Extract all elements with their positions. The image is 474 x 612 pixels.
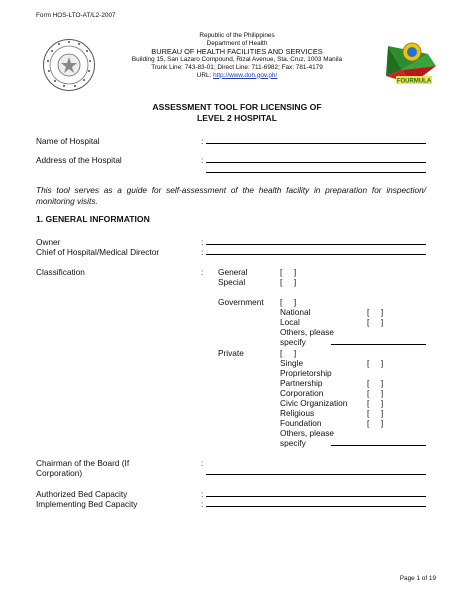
name-of-hospital-label: Name of Hospital (36, 136, 100, 146)
general-checkbox[interactable]: [ ] (280, 267, 297, 277)
address-line-1[interactable] (206, 162, 426, 163)
local-checkbox[interactable]: [ ] (367, 317, 384, 327)
owner-label: Owner (36, 237, 61, 247)
corporation-label: Corporation (280, 388, 324, 398)
chairman-label (36, 458, 129, 478)
single-proprietorship-checkbox[interactable]: [ ] (367, 358, 384, 368)
chairman-label-line-1: Chairman of the Board (If (36, 458, 130, 468)
colon: : (201, 247, 204, 257)
private-checkbox[interactable]: [ ] (280, 348, 297, 358)
government-option-label: Government (218, 297, 264, 307)
implementing-bed-capacity-label: Implementing Bed Capacity (36, 499, 138, 509)
foundation-label: Foundation (280, 418, 322, 428)
chairman-label-line-2: Corporation) (36, 468, 83, 478)
partnership-label: Partnership (280, 378, 323, 388)
owner-line[interactable] (206, 244, 426, 245)
fourmula-logo (382, 36, 440, 94)
national-option-label: National (280, 307, 311, 317)
corporation-checkbox[interactable]: [ ] (367, 388, 384, 398)
republic-line: Republic of the Philippines (199, 32, 275, 39)
gov-specify-label: specify (280, 337, 306, 347)
address-line-2[interactable] (206, 172, 426, 173)
department-line: Department of Health (206, 39, 268, 47)
single-label: Single (280, 358, 304, 368)
document-title (0, 102, 474, 124)
chairman-line[interactable] (206, 474, 426, 475)
section-general-information: 1. GENERAL INFORMATION (36, 214, 150, 224)
religious-checkbox[interactable]: [ ] (367, 408, 384, 418)
classification-label: Classification (36, 267, 85, 277)
chief-label: Chief of Hospital/Medical Director (36, 247, 160, 257)
authorized-bed-capacity-label: Authorized Bed Capacity (36, 489, 128, 499)
foundation-checkbox[interactable]: [ ] (367, 418, 384, 428)
colon: : (201, 489, 204, 499)
implementing-bed-capacity-line[interactable] (206, 506, 426, 507)
civic-organization-label: Civic Organization (280, 398, 348, 408)
fourmula-logo-text: FOURMULA (396, 78, 432, 85)
chief-line[interactable] (206, 254, 426, 255)
government-checkbox[interactable]: [ ] (280, 297, 297, 307)
special-checkbox[interactable]: [ ] (280, 277, 297, 287)
colon: : (201, 136, 204, 146)
url-line (100, 72, 374, 80)
colon: : (201, 155, 204, 165)
title-line-1: ASSESSMENT TOOL FOR LICENSING OF (152, 102, 322, 112)
colon: : (201, 458, 204, 468)
partnership-checkbox[interactable]: [ ] (367, 378, 384, 388)
url-label: URL: (196, 71, 214, 79)
title-line-2: LEVEL 2 HOSPITAL (197, 113, 277, 123)
phone-line: Trunk Line: 743-83-01; Direct Line: 711-6982; Fax: 781-4179 (151, 63, 323, 71)
proprietorship-label: Proprietorship (280, 368, 332, 378)
page-number: Page 1 of 19 (399, 575, 436, 582)
intro-text: This tool serves as a guide for self-assessment of the health facility in preparation for inspection/ monitoring visits. (36, 185, 426, 206)
name-of-hospital-line[interactable] (206, 143, 426, 144)
private-others-label: Others, please (280, 428, 334, 438)
form-id: Form HOS-LTO-AT/L2-2007 (36, 12, 116, 19)
colon: : (201, 499, 204, 509)
civic-organization-checkbox[interactable]: [ ] (367, 398, 384, 408)
letterhead (100, 32, 374, 79)
religious-label: Religious (280, 408, 315, 418)
gov-specify-line[interactable] (331, 344, 426, 345)
general-option-label: General (218, 267, 248, 277)
private-specify-line[interactable] (331, 445, 426, 446)
private-option-label: Private (218, 348, 244, 358)
doh-seal-logo (42, 38, 96, 92)
gov-others-label: Others, please (280, 327, 334, 337)
private-specify-label: specify (280, 438, 306, 448)
colon: : (201, 267, 204, 277)
authorized-bed-capacity-line[interactable] (206, 496, 426, 497)
address-line: Building 15, San Lazaro Compound, Rizal Avenue, Sta. Cruz, 1003 Manila (131, 56, 343, 63)
local-option-label: Local (280, 317, 300, 327)
url-link[interactable]: http://www.doh.gov.ph/ (213, 71, 278, 79)
address-label: Address of the Hospital (36, 155, 122, 165)
national-checkbox[interactable]: [ ] (367, 307, 384, 317)
bureau-line: BUREAU OF HEALTH FACILITIES AND SERVICES (151, 46, 323, 56)
special-option-label: Special (218, 277, 246, 287)
colon: : (201, 237, 204, 247)
